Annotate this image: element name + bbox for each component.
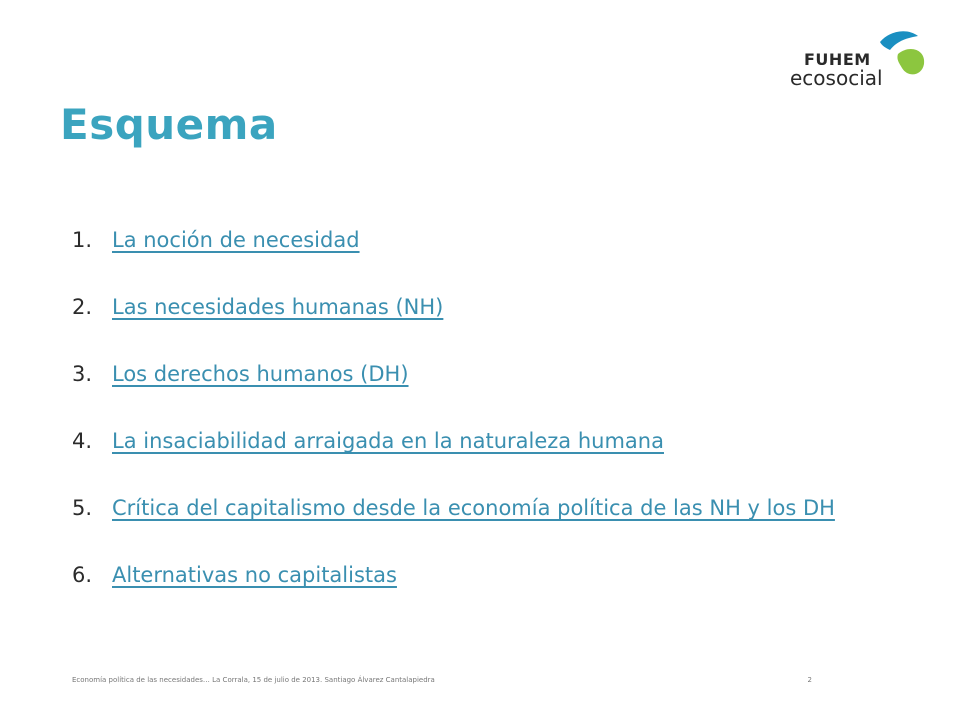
link-necesidades-humanas[interactable]: Las necesidades humanas (NH)	[112, 295, 444, 319]
link-critica-capitalismo[interactable]: Crítica del capitalismo desde la economía política de las NH y los DH	[112, 496, 835, 520]
fuhem-logo	[790, 28, 930, 98]
footer-text: Economía política de las necesidades… La Corrala, 15 de julio de 2013. Santiago Álvarez Cantalapiedra	[72, 676, 435, 684]
item-number: 4.	[72, 429, 93, 453]
link-derechos-humanos[interactable]: Los derechos humanos (DH)	[112, 362, 409, 386]
item-number: 2.	[72, 295, 93, 319]
list-item	[72, 289, 932, 356]
slide-title: Esquema	[60, 100, 278, 149]
list-item	[72, 356, 932, 423]
list-item	[72, 490, 932, 557]
link-alternativas[interactable]: Alternativas no capitalistas	[112, 563, 397, 587]
list-item	[72, 557, 932, 624]
outline-list	[72, 222, 932, 624]
list-item	[72, 222, 932, 289]
item-number: 6.	[72, 563, 93, 587]
item-number: 3.	[72, 362, 93, 386]
link-insaciabilidad[interactable]: La insaciabilidad arraigada en la naturaleza humana	[112, 429, 664, 453]
logo-subtitle: ecosocial	[790, 66, 883, 90]
slide-footer	[72, 676, 812, 684]
page-number: 2	[807, 676, 812, 684]
list-item	[72, 423, 932, 490]
item-number: 1.	[72, 228, 93, 252]
link-noción-necesidad[interactable]: La noción de necesidad	[112, 228, 360, 252]
item-number: 5.	[72, 496, 93, 520]
logo-brand: FUHEM	[804, 50, 871, 69]
